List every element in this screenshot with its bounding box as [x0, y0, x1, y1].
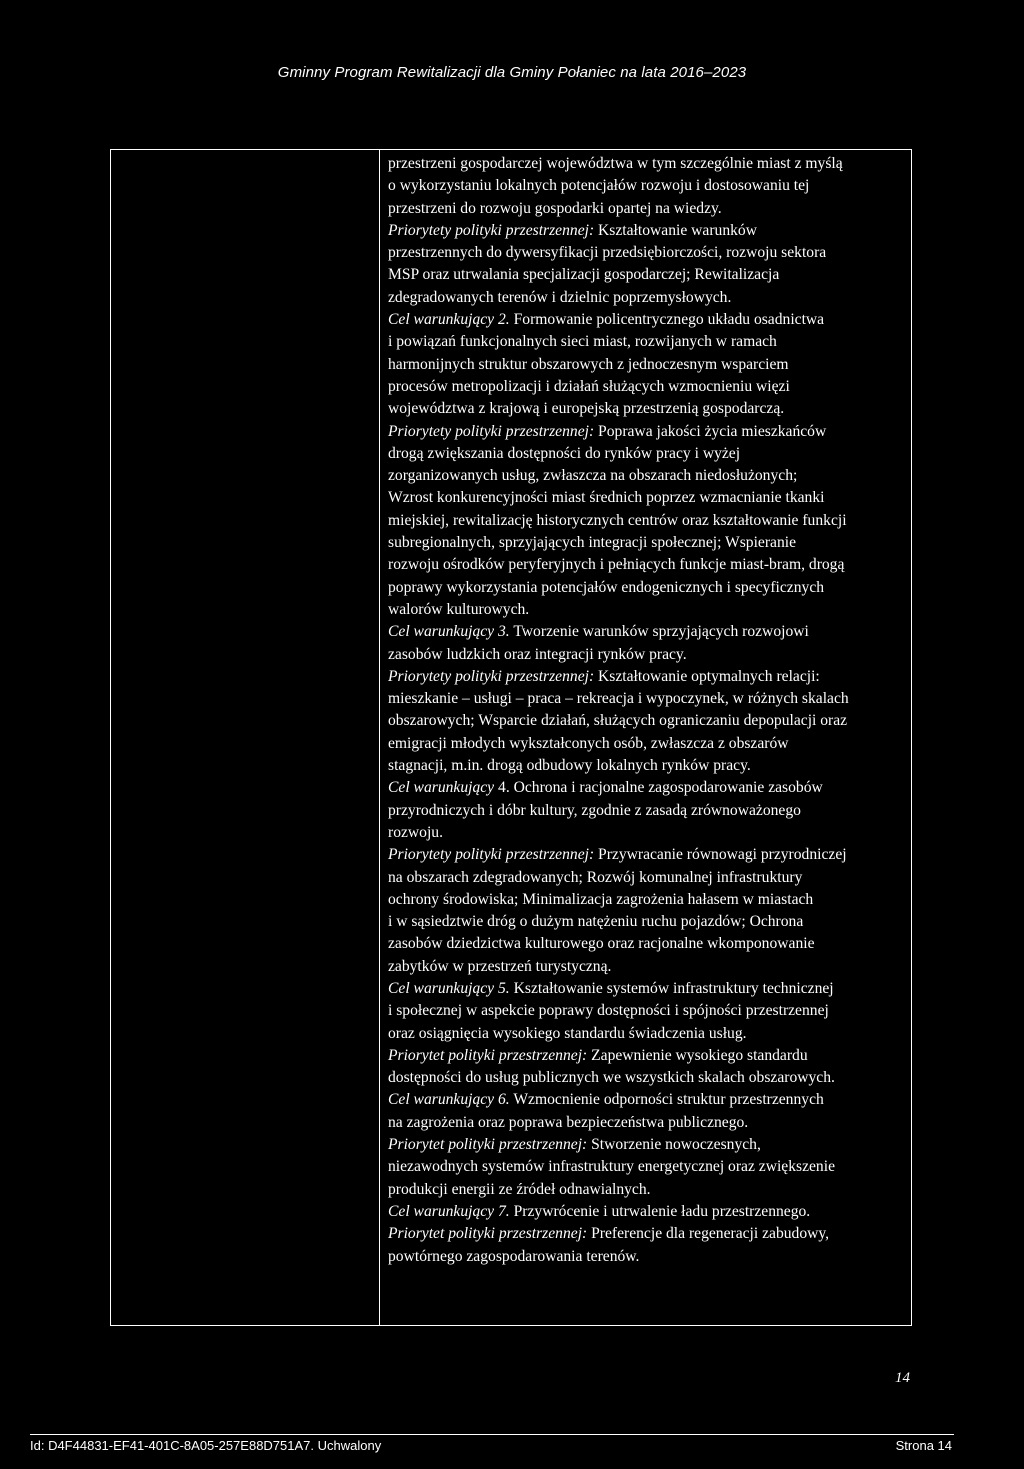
text-line: [388, 198, 906, 220]
section-label: Priorytet polityki przestrzennej:: [388, 1136, 588, 1154]
text-line: [388, 889, 906, 911]
text-line: [388, 710, 906, 732]
text-line: [388, 554, 906, 576]
line-text: obszarowych; Wsparcie działań, służących ograniczaniu depopulacji oraz: [388, 712, 848, 730]
section-label: Priorytety polityki przestrzennej:: [388, 846, 595, 864]
line-text: zorganizowanych usług, zwłaszcza na obszarach niedosłużonych;: [388, 467, 798, 485]
line-text: dostępności do usług publicznych we wszystkich skalach obszarowych.: [388, 1069, 835, 1087]
text-line: [388, 577, 906, 599]
text-line: [388, 755, 906, 777]
line-text: MSP oraz utrwalania specjalizacji gospodarczej; Rewitalizacja: [388, 266, 780, 284]
text-line: [388, 264, 906, 286]
line-text: Stworzenie nowoczesnych,: [591, 1136, 761, 1154]
table-column-divider: [379, 149, 380, 1326]
line-text: przestrzennych do dywersyfikacji przedsiębiorczości, rozwoju sektora: [388, 244, 827, 262]
text-line: [388, 398, 906, 420]
text-line: [388, 287, 906, 309]
text-line: [388, 465, 906, 487]
text-line: [388, 1179, 906, 1201]
line-text: poprawy wykorzystania potencjałów endogenicznych i specyficznych: [388, 578, 825, 596]
line-text: przyrodniczych i dóbr kultury, zgodnie z zasadą zrównoważonego: [388, 801, 801, 819]
line-text: stagnacji, m.in. drogą odbudowy lokalnych rynków pracy.: [388, 757, 751, 775]
text-line: [388, 621, 906, 643]
text-line: [388, 777, 906, 799]
text-line: [388, 421, 906, 443]
text-line: [388, 1201, 906, 1223]
text-line: [388, 933, 906, 955]
line-text: zdegradowanych terenów i dzielnic poprzemysłowych.: [388, 288, 732, 306]
line-text: powtórnego zagospodarowania terenów.: [388, 1247, 640, 1265]
line-text: i społecznej w aspekcie poprawy dostępności i spójności przestrzennej: [388, 1002, 829, 1020]
text-line: [388, 532, 906, 554]
line-text: walorów kulturowych.: [388, 600, 530, 618]
text-line: [388, 1112, 906, 1134]
section-label: Priorytety polityki przestrzennej:: [388, 422, 595, 440]
line-text: przestrzeni do rozwoju gospodarki opartej na wiedzy.: [388, 199, 722, 217]
line-text: przestrzeni gospodarczej województwa w tym szczególnie miast z myślą: [388, 155, 843, 172]
line-text: zasobów ludzkich oraz integracji rynków pracy.: [388, 645, 687, 663]
line-text: zabytków w przestrzeń turystyczną.: [388, 957, 612, 975]
line-text: na zagrożenia oraz poprawa bezpieczeństwa publicznego.: [388, 1113, 749, 1131]
section-label: Cel warunkujący: [388, 779, 495, 797]
line-text: Kształtowanie warunków: [598, 221, 757, 239]
text-line: [388, 956, 906, 978]
footer-document-id: Id: D4F44831-EF41-401C-8A05-257E88D751A7. Uchwalony: [30, 1438, 382, 1453]
footer-page-label: Strona 14: [895, 1438, 952, 1453]
line-text: Kształtowanie optymalnych relacji:: [598, 667, 820, 685]
section-label: Priorytety polityki przestrzennej:: [388, 667, 595, 685]
line-text: Formowanie policentrycznego układu osadnictwa: [513, 311, 825, 329]
text-line: [388, 666, 906, 688]
text-line: [388, 844, 906, 866]
text-line: [388, 487, 906, 509]
text-line: [388, 354, 906, 376]
line-text: Przywracanie równowagi przyrodniczej: [598, 846, 847, 864]
text-line: [388, 800, 906, 822]
line-text: i powiązań funkcjonalnych sieci miast, rozwijanych w ramach: [388, 333, 777, 351]
table-cell-content: [388, 153, 906, 1268]
line-text: 4. Ochrona i racjonalne zagospodarowanie zasobów: [498, 779, 823, 797]
text-line: [388, 153, 906, 175]
line-text: niezawodnych systemów infrastruktury energetycznej oraz zwiększenie: [388, 1158, 835, 1176]
line-text: Kształtowanie systemów infrastruktury technicznej: [513, 979, 834, 997]
text-line: [388, 733, 906, 755]
line-text: rozwoju.: [388, 823, 443, 841]
line-text: produkcji energii ze źródeł odnawialnych.: [388, 1180, 651, 1198]
line-text: Wzrost konkurencyjności miast średnich poprzez wzmacnianie tkanki: [388, 489, 825, 507]
text-line: [388, 599, 906, 621]
text-line: [388, 644, 906, 666]
text-line: [388, 978, 906, 1000]
text-line: [388, 1156, 906, 1178]
text-line: [388, 688, 906, 710]
text-line: [388, 331, 906, 353]
line-text: drogą zwiększania dostępności do rynków pracy i wyżej: [388, 444, 741, 462]
text-line: [388, 510, 906, 532]
line-text: miejskiej, rewitalizację historycznych centrów oraz kształtowanie funkcji: [388, 511, 847, 529]
line-text: procesów metropolizacji i działań służących wzmocnieniu więzi: [388, 377, 790, 395]
text-line: [388, 1067, 906, 1089]
section-label: Cel warunkujący 5.: [388, 979, 510, 997]
text-line: [388, 1089, 906, 1111]
section-label: Cel warunkujący 2.: [388, 311, 510, 329]
line-text: województwa z krajową i europejską przestrzenią gospodarczą.: [388, 400, 785, 418]
line-text: rozwoju ośrodków peryferyjnych i pełniących funkcje miast-bram, drogą: [388, 556, 845, 574]
line-text: zasobów dziedzictwa kulturowego oraz racjonalne wkomponowanie: [388, 935, 815, 953]
text-line: [388, 175, 906, 197]
text-line: [388, 911, 906, 933]
text-line: [388, 242, 906, 264]
text-line: [388, 443, 906, 465]
text-line: [388, 309, 906, 331]
text-line: [388, 1134, 906, 1156]
section-label: Cel warunkujący 7.: [388, 1202, 510, 1220]
line-text: mieszkanie – usługi – praca – rekreacja i wypoczynek, w różnych skalach: [388, 690, 849, 708]
line-text: harmonijnych struktur obszarowych z jednoczesnym wsparciem: [388, 355, 789, 373]
section-label: Priorytety polityki przestrzennej:: [388, 221, 595, 239]
page-header: Gminny Program Rewitalizacji dla Gminy Połaniec na lata 2016–2023: [277, 64, 747, 81]
text-line: [388, 1246, 906, 1268]
line-text: oraz osiągnięcia wysokiego standardu świadczenia usług.: [388, 1024, 747, 1042]
line-text: subregionalnych, sprzyjających integracji społecznej; Wspieranie: [388, 534, 797, 552]
footer-rule: [30, 1434, 954, 1435]
line-text: Tworzenie warunków sprzyjających rozwojowi: [513, 623, 809, 641]
section-label: Priorytet polityki przestrzennej:: [388, 1046, 588, 1064]
line-text: Preferencje dla regeneracji zabudowy,: [591, 1225, 830, 1243]
section-label: Cel warunkujący 3.: [388, 623, 510, 641]
text-line: [388, 1223, 906, 1245]
line-text: Zapewnienie wysokiego standardu: [591, 1046, 808, 1064]
text-line: [388, 822, 906, 844]
line-text: Poprawa jakości życia mieszkańców: [598, 422, 827, 440]
text-line: [388, 376, 906, 398]
line-text: o wykorzystaniu lokalnych potencjałów rozwoju i dostosowaniu tej: [388, 177, 810, 195]
section-label: Priorytet polityki przestrzennej:: [388, 1225, 588, 1243]
line-text: na obszarach zdegradowanych; Rozwój komunalnej infrastruktury: [388, 868, 803, 886]
text-line: [388, 1000, 906, 1022]
line-text: i w sąsiedztwie dróg o dużym natężeniu ruchu pojazdów; Ochrona: [388, 913, 804, 931]
text-line: [388, 220, 906, 242]
line-text: emigracji młodych wykształconych osób, zwłaszcza z obszarów: [388, 734, 789, 752]
section-label: Cel warunkujący 6.: [388, 1091, 510, 1109]
line-text: Wzmocnienie odporności struktur przestrzennych: [513, 1091, 824, 1109]
line-text: ochrony środowiska; Minimalizacja zagrożenia hałasem w miastach: [388, 890, 814, 908]
text-line: [388, 867, 906, 889]
text-line: [388, 1045, 906, 1067]
text-line: [388, 1023, 906, 1045]
page-number: 14: [895, 1370, 910, 1386]
line-text: Przywrócenie i utrwalenie ładu przestrzennego.: [513, 1202, 811, 1220]
